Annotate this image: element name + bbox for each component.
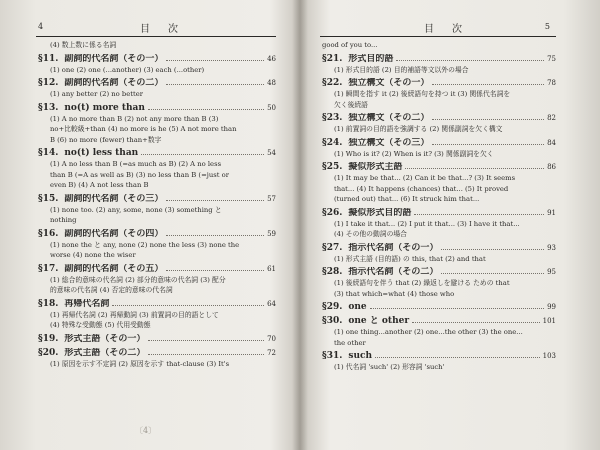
section-title: 形式目的語 (348, 53, 394, 64)
toc-section-entry (322, 138, 556, 149)
section-page-number: 70 (267, 334, 276, 343)
section-number: §27. (322, 242, 343, 253)
section-number: §29. (322, 302, 343, 312)
toc-subentry-line: 的意味の代名詞 (4) 否定的意味の代名詞 (50, 286, 173, 294)
dot-leader (148, 340, 264, 341)
section-title: 形式主語（その二） (64, 347, 146, 358)
toc-section-entry (322, 316, 556, 327)
toc-subentry-line: (1) 形式主語 (目的語) の this, that (2) and that (334, 254, 486, 263)
toc-subentry-line: (1) 代名詞 'such' (2) 形容詞 'such' (334, 363, 445, 371)
section-page-number: 99 (547, 303, 556, 311)
toc-subentry-line: (4) 特殊な受動態 (5) 代用受動態 (50, 321, 151, 329)
dot-leader (166, 270, 264, 271)
toc-subentry-line: worse (4) none the wiser (50, 251, 136, 259)
section-number: §22. (322, 78, 343, 88)
dot-leader (370, 308, 544, 309)
dot-leader (432, 144, 544, 145)
page-number: 5 (544, 22, 550, 31)
toc-list (322, 40, 556, 373)
toc-subentry-line: (1) 後続語句を伴う that (2) 繰返しを避ける ための that (334, 279, 510, 287)
toc-section-entry (38, 54, 276, 65)
toc-section-entry (38, 264, 276, 275)
section-number: §20. (38, 347, 59, 358)
toc-subentry-line: (1) 形式目的語 (2) 目的補語等文以外の場合 (334, 65, 469, 74)
toc-subentry-line: (1) 原因を示す不定詞 (2) 原因を示す that-clause (3) It's (50, 359, 230, 368)
section-title: 副詞的代名詞（その二） (64, 78, 164, 88)
dot-leader (166, 200, 264, 201)
running-title: 目 次 (424, 24, 466, 35)
section-title: 副詞的代名詞（その一） (64, 53, 164, 64)
section-page-number: 59 (267, 229, 276, 238)
dot-leader (432, 84, 544, 85)
section-title: 独立構文（その二） (348, 113, 430, 123)
section-title: 擬似形式主語 (348, 162, 403, 172)
toc-subentry-line: (1) A no less than B (=as much as B) (2) A no less (50, 160, 222, 168)
toc-subentry-line: the other (334, 338, 366, 347)
section-number: §31. (322, 351, 343, 361)
section-page-number: 86 (547, 163, 556, 171)
left-page (0, 0, 296, 450)
toc-section-entry (322, 302, 556, 313)
section-title: 形式主語（その一） (64, 333, 146, 344)
section-number: §25. (322, 162, 343, 172)
section-title: one と other (348, 316, 410, 326)
toc-subentry-line: (1) 前置詞の目的語を強調する (2) 関係副詞を欠く構文 (334, 125, 503, 133)
section-heading (322, 113, 429, 124)
section-heading (38, 264, 163, 275)
section-page-number: 61 (267, 264, 276, 273)
section-number: §11. (38, 53, 59, 64)
header-rule (320, 36, 556, 37)
dot-leader (166, 235, 264, 236)
toc-section-entry (38, 229, 276, 240)
section-number: §18. (38, 298, 59, 309)
section-number: §28. (322, 267, 343, 277)
section-number: §23. (322, 113, 343, 123)
toc-subentry-line: than B (=A as well as B) (3) no less than B (=just or (50, 170, 229, 179)
toc-section-entry (322, 208, 556, 219)
section-title: 副詞的代名詞（その四） (64, 228, 164, 239)
dot-leader (141, 154, 264, 155)
section-page-number: 84 (547, 138, 556, 147)
section-title: 独立構文（その三） (348, 137, 430, 148)
section-number: §21. (322, 53, 343, 64)
section-heading (38, 299, 109, 310)
section-number: §15. (38, 193, 59, 204)
dot-leader (375, 357, 540, 358)
dot-leader (412, 322, 540, 323)
dot-leader (148, 354, 264, 355)
toc-section-entry (322, 113, 556, 124)
section-title: 擬似形式目的語 (348, 207, 412, 218)
dot-leader (396, 60, 544, 61)
section-heading (322, 208, 411, 219)
toc-section-entry (322, 54, 556, 65)
dot-leader (148, 109, 264, 110)
section-heading (38, 348, 145, 359)
section-page-number: 50 (267, 103, 276, 112)
section-title: 指示代名詞（その二） (348, 267, 439, 277)
section-heading (322, 351, 372, 362)
toc-subentry-line: 欠く後続語 (334, 100, 368, 109)
right-page (304, 0, 600, 450)
section-heading (322, 78, 429, 89)
page-number: 4 (38, 22, 44, 31)
toc-subentry-line: (1) A no more than B (2) not any more than B (3) (50, 114, 219, 123)
section-heading (322, 302, 367, 313)
section-title: such (348, 351, 373, 361)
toc-subentry-line: (1) any better (2) no better (50, 90, 144, 98)
toc-subentry-line: (1) 総合的意味の代名詞 (2) 部分的意味の代名詞 (3) 配分 (50, 275, 226, 284)
section-page-number: 93 (547, 243, 556, 252)
section-number: §26. (322, 207, 343, 218)
toc-subentry-line: (1) none the と any, none (2) none the less (3) none the (50, 240, 240, 249)
toc-section-entry (322, 267, 556, 278)
toc-continuation-line: good of you to... (322, 41, 378, 49)
toc-subentry-line: (1) one thing...another (2) one...the other (3) the one... (334, 328, 523, 336)
section-page-number: 78 (547, 79, 556, 87)
dot-leader (441, 273, 544, 274)
header-rule (36, 36, 276, 37)
section-page-number: 82 (547, 114, 556, 122)
toc-section-entry (322, 162, 556, 173)
toc-subentry-line: (1) one (2) one (...another) (3) each (...other) (50, 65, 205, 74)
toc-subentry-line: (1) none too. (2) any, some, none (3) something と (50, 205, 222, 214)
section-heading (38, 194, 163, 205)
toc-subentry-line: (4) その他の動詞の場合 (334, 230, 407, 238)
section-heading (322, 267, 438, 278)
dot-leader (166, 60, 264, 61)
section-heading (38, 78, 163, 89)
toc-section-entry (38, 148, 276, 159)
toc-section-entry (322, 78, 556, 89)
section-title: 再帰代名詞 (64, 298, 110, 309)
toc-subentry-line: (3) that which=what (4) those who (334, 289, 455, 298)
section-page-number: 72 (267, 348, 276, 357)
section-heading (38, 229, 163, 240)
section-heading (38, 148, 138, 159)
toc-list (38, 40, 276, 369)
section-heading (38, 103, 145, 114)
toc-subentry-line: (1) I take it that... (2) I put it that... (3) I have it that... (334, 219, 520, 228)
toc-section-entry (38, 299, 276, 310)
section-title: no(t) less than (64, 148, 139, 158)
toc-subentry-line: no+比較級+than (4) no more is he (5) A not more than (50, 125, 237, 133)
section-page-number: 95 (547, 268, 556, 276)
toc-subentry-line: (1) Who is it? (2) When is it? (3) 関係副詞を欠く (334, 149, 494, 158)
section-heading (322, 138, 429, 149)
toc-section-entry (38, 103, 276, 114)
section-page-number: 91 (547, 208, 556, 217)
toc-section-entry (322, 243, 556, 254)
section-title: no(t) more than (64, 102, 145, 113)
section-heading (322, 54, 393, 65)
toc-subentry-line: B (6) no more (fewer) than+数字 (50, 135, 162, 144)
section-page-number: 101 (542, 317, 556, 325)
dot-leader (441, 249, 544, 250)
section-title: 独立構文（その一） (348, 78, 430, 88)
toc-section-entry (322, 351, 556, 362)
dot-leader (432, 119, 544, 120)
section-page-number: 64 (267, 299, 276, 308)
section-number: §14. (38, 148, 59, 158)
toc-subentry-line: (turned out) that... (6) It struck him that... (334, 195, 480, 203)
dot-leader (405, 168, 544, 169)
toc-section-entry (38, 78, 276, 89)
section-page-number: 48 (267, 79, 276, 87)
section-number: §24. (322, 137, 343, 148)
toc-subentry-line: (1) 瞬間を指す it (2) 後続語句を持つ it (3) 関係代名詞を (334, 90, 511, 98)
section-page-number: 54 (267, 149, 276, 157)
section-number: §12. (38, 78, 59, 88)
section-title: 副詞的代名詞（その五） (64, 263, 164, 274)
toc-section-entry (38, 334, 276, 345)
toc-subentry-line: nothing (50, 216, 77, 224)
section-number: §19. (38, 333, 59, 344)
section-page-number: 57 (267, 194, 276, 203)
toc-subentry-line: (1) 再帰代名詞 (2) 再帰動詞 (3) 前置詞の目的語として (50, 310, 219, 319)
toc-subentry-line: (1) It may be that... (2) Can it be that...? (3) It seems (334, 174, 516, 182)
section-number: §17. (38, 263, 59, 274)
section-page-number: 103 (542, 352, 556, 360)
section-heading (322, 243, 438, 254)
section-heading (38, 334, 145, 345)
section-page-number: 46 (267, 54, 276, 63)
dot-leader (166, 84, 264, 85)
toc-subentry-line: even B) (4) A not less than B (50, 181, 149, 189)
section-title: 副詞的代名詞（その三） (64, 193, 164, 204)
toc-section-entry (38, 194, 276, 205)
toc-subentry-line: that... (4) It happens (chances) that... (5) It proved (334, 184, 509, 193)
section-heading (322, 162, 402, 173)
section-number: §16. (38, 228, 59, 239)
dot-leader (414, 214, 544, 215)
running-title: 目 次 (140, 24, 182, 35)
section-number: §13. (38, 102, 59, 113)
section-title: one (348, 302, 367, 312)
page-footer: 〔4〕 (135, 426, 157, 435)
section-number: §30. (322, 316, 343, 326)
section-heading (38, 54, 163, 65)
section-title: 指示代名詞（その一） (348, 242, 439, 253)
toc-subentry-line: (4) 数上数に係る名詞 (50, 41, 117, 49)
section-page-number: 75 (547, 54, 556, 63)
dot-leader (112, 305, 264, 306)
toc-section-entry (38, 348, 276, 359)
section-heading (322, 316, 409, 327)
